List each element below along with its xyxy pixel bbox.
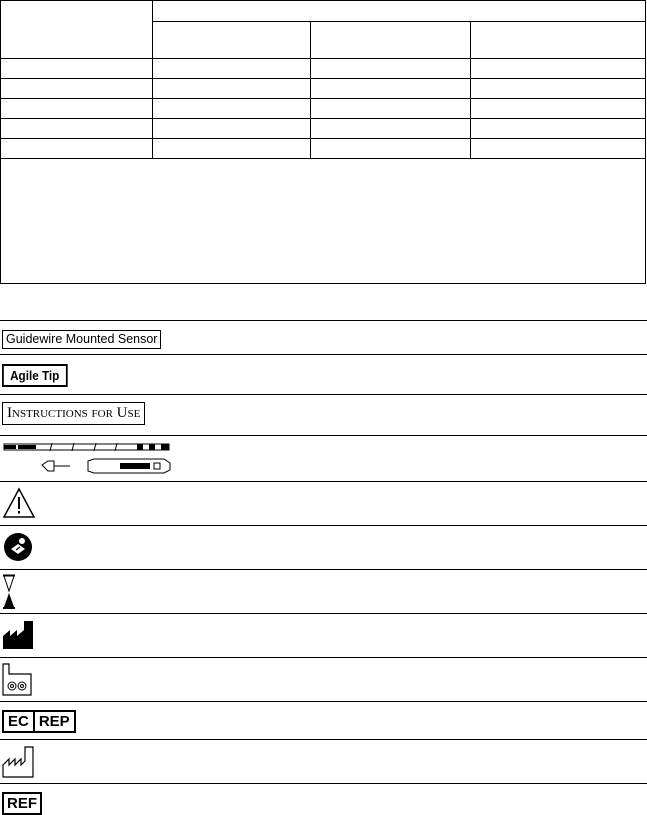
table-row (1, 79, 646, 99)
table-cell (310, 99, 470, 119)
symbol-row-device (0, 435, 647, 481)
symbol-row-agile-tip (0, 354, 647, 395)
table-row (1, 139, 646, 159)
table-cell (1, 79, 153, 99)
header-group-cell (153, 1, 646, 22)
ref-label (2, 792, 42, 815)
date-of-manufacture-icon (2, 746, 34, 778)
table-cell (153, 139, 310, 159)
table-cell (471, 79, 646, 99)
symbol-row-use-by (0, 569, 647, 614)
agile-tip-label (2, 364, 75, 387)
table-cell (1, 119, 153, 139)
table-cell (310, 79, 470, 99)
symbol-row-consult-ifu (0, 525, 647, 570)
table-cell (153, 119, 310, 139)
table-cell (1, 139, 153, 159)
table-cell (471, 139, 646, 159)
guidewire-device-icon (2, 441, 172, 477)
table-cell (153, 99, 310, 119)
table-row (1, 59, 646, 79)
manufacturing-site-icon (2, 662, 32, 696)
ec-rep-label (2, 710, 76, 733)
table-cell (1, 59, 153, 79)
ec-rep-box (2, 710, 76, 733)
table-header-row (1, 1, 646, 22)
sensor-label-text: Guidewire Mounted Sensor (2, 330, 161, 349)
header-cell (1, 1, 153, 59)
caution-icon (2, 487, 36, 519)
symbol-row-caution (0, 481, 647, 526)
table-cell (310, 59, 470, 79)
table-cell (471, 119, 646, 139)
specification-table (0, 0, 646, 284)
table-cell (310, 119, 470, 139)
symbol-row-ifu (0, 394, 647, 435)
manufacturer-icon (2, 620, 34, 650)
table-note-cell (1, 159, 646, 284)
symbol-row-ref (0, 783, 647, 814)
instructions-for-use-label (2, 402, 145, 425)
guidewire-mounted-sensor-label (2, 330, 161, 349)
table-cell (153, 79, 310, 99)
symbol-row-manufacturing-site (0, 657, 647, 702)
consult-ifu-icon (2, 531, 34, 563)
symbol-row-manufacturer (0, 613, 647, 658)
table-cell (471, 99, 646, 119)
table-note-row (1, 159, 646, 284)
ifu-text: Instructions for Use (2, 402, 145, 425)
rep-text: REP (33, 712, 74, 731)
agile-tip-text: Agile Tip (2, 364, 67, 387)
header-cell (153, 22, 310, 59)
use-by-date-icon (2, 574, 16, 610)
header-cell (310, 22, 470, 59)
table-row (1, 119, 646, 139)
header-cell (471, 22, 646, 59)
table-cell (471, 59, 646, 79)
symbol-row-ec-rep (0, 701, 647, 740)
symbol-row-date-of-manufacture (0, 739, 647, 784)
ec-text: EC (8, 713, 29, 730)
table-cell (310, 139, 470, 159)
table-cell (153, 59, 310, 79)
table-row (1, 99, 646, 119)
table-cell (1, 99, 153, 119)
ref-text: REF (2, 792, 42, 815)
